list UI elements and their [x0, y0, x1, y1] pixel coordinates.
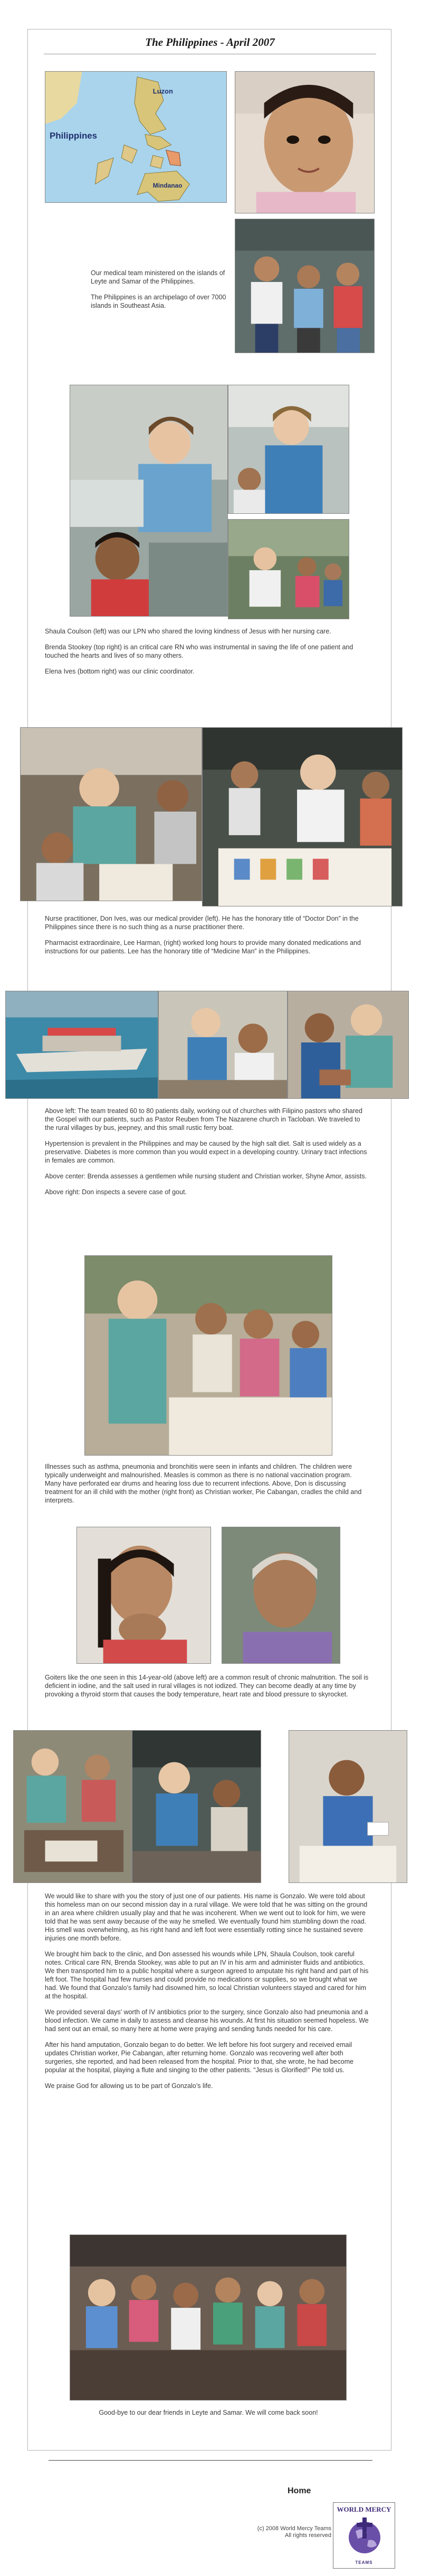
- story-paragraph: We brought him back to the clinic, and Don assessed his wounds while LPN, Shaula Coulson, took careful notes. Critical care RN, Brenda Stookey, was able to put an IV in his arm and administer fluids and antibiotics. We then transported him to a public hospital where a surgeon agreed to amputate his right hand and part of his left foot. The hospital had few nurses and could provide no medications or supplies, so we brought what we had. We found that Gonzalo’s family had disowned him, so local Christian volunteers stayed and cared for him at the hospital.: [45, 1950, 369, 2000]
- caption-paragraph: Shaula Coulson (left) was our LPN who shared the loving kindness of Jesus with her nursing care.: [45, 628, 331, 635]
- goiter-patient-photo: [76, 1527, 211, 1664]
- child-treatment-photo: [84, 1255, 332, 1456]
- nurse-practitioner-don-photo: [20, 727, 202, 901]
- elderly-patient-photo: [222, 1527, 340, 1664]
- caption-paragraph: Goiters like the one seen in this 14-year-old (above left) are a common result of chronic malnutrition. The soil is deficient in iodine, and the salt used in rural villages is not iodized. They can become deadly at any time by provoking a thyroid storm that causes the body temperature, heart rate and blood pressure to skyrocket.: [45, 1674, 369, 1698]
- section3-text: [45, 914, 369, 963]
- caption-paragraph: Nurse practitioner, Don Ives, was our medical provider (left). He has the honorary title of “Doctor Don” in the Philippines since there is no such thing as a nurse practitioner there.: [45, 915, 359, 931]
- gonzalo-hospital-photo: [289, 1730, 407, 1883]
- logo-title: WORLD MERCY: [337, 2505, 391, 2513]
- logo-subtitle: TEAMS: [355, 2560, 373, 2565]
- caption-paragraph: Above right: Don inspects a severe case of gout.: [45, 1188, 187, 1196]
- farewell-group-photo: [70, 2235, 347, 2401]
- world-mercy-teams-logo[interactable]: [333, 2502, 395, 2569]
- page-title: The Philippines - April 2007: [145, 36, 275, 48]
- ferry-boat-photo: [5, 991, 158, 1099]
- globe-cross-icon: [346, 2516, 383, 2558]
- caption-paragraph: Above left: The team treated 60 to 80 patients daily, working out of churches with Filipino pastors who shared the Gospel with our patients, such as Pastor Reuben from The Nazarene church in Tacloban. We traveled to the rural villages by bus, jeepney, and this small rustic ferry boat.: [45, 1107, 362, 1131]
- caption-paragraph: Illnesses such as asthma, pneumonia and bronchitis were seen in infants and children. The children were typically underweight and malnourished. Measles is common as there is no national vaccination program. Many have perforated ear drums and hearing loss due to recurrent infections. Above, Don is discussing treatment for an ill child with the mother (right front) as Christian worker, Pie Cabangan, cradles the child and interprets.: [45, 1463, 362, 1504]
- copyright-line: (c) 2008 World Mercy Teams: [257, 2525, 331, 2532]
- nurse-brenda-photo: [228, 385, 349, 514]
- section4-text: [45, 1107, 369, 1204]
- three-children-photo: [235, 219, 375, 353]
- home-link[interactable]: Home: [288, 2486, 311, 2495]
- intro-text: [91, 269, 231, 317]
- story-paragraph: We would like to share with you the story of just one of our patients. His name is Gonzalo. We were told about this homeless man on our second mission day in a rural village. We were told that he was sitting on the ground in an area where children usually play and that he was incoherent. When we went out to look for him, we were told that he was sent away because of the way he smelled. We eventually found him stumbling down the road. His smell was overwhelming, as his right hand and left foot were essentially rotting since he sustained severe injuries one month before.: [45, 1892, 368, 1942]
- intro-paragraph: The Philippines is an archipelago of over 7000 islands in Southeast Asia.: [91, 294, 226, 309]
- section2-text: [45, 627, 369, 683]
- section5-text: [45, 1462, 369, 1512]
- footer-divider: [49, 2460, 372, 2461]
- closing-caption: Good-bye to our dear friends in Leyte and Samar. We will come back soon!: [99, 2409, 318, 2416]
- copyright-notice: [221, 2525, 331, 2539]
- intro-paragraph: Our medical team ministered on the islands of Leyte and Samar of the Philippines.: [91, 269, 225, 285]
- section6-text: [45, 1673, 369, 1706]
- nurse-shaula-photo: [70, 385, 228, 617]
- gonzalo-wound-care-photo: [13, 1730, 132, 1883]
- coordinator-elena-photo: [228, 519, 349, 619]
- gonzalo-iv-photo: [132, 1730, 261, 1883]
- map-label-philippines: Philippines: [49, 130, 98, 141]
- copyright-line: All rights reserved: [284, 2532, 331, 2539]
- caption-paragraph: Above center: Brenda assesses a gentlemen while nursing student and Christian worker, Shyne Amor, assists.: [45, 1173, 367, 1180]
- map-label-luzon: Luzon: [152, 87, 173, 95]
- story-paragraph: We provided several days' worth of IV antibiotics prior to the surgery, since Gonzalo also had pneumonia and a blood infection. We came in daily to assess and cleanse his wounds. At first his situation seemed hopeless. We had sent out an email, so many here at home were praying and sending funds needed for his care.: [45, 2008, 369, 2033]
- story-paragraph: We praise God for allowing us to be part of Gonzalo’s life.: [45, 2082, 213, 2090]
- gonzalo-story-text: [45, 1892, 369, 2097]
- brenda-assessing-photo: [158, 991, 288, 1099]
- caption-paragraph: Pharmacist extraordinaire, Lee Harman, (right) worked long hours to provide many donated medications and instructions for our patients. Lee has the honorary title of “Medicine Man” in the Philippines.: [45, 939, 361, 955]
- pharmacist-lee-photo: [202, 727, 403, 906]
- gout-inspection-photo: [288, 991, 409, 1099]
- caption-paragraph: Hypertension is prevalent in the Philippines and may be caused by the high salt diet. Salt is used widely as a preservative. Diabetes is more common than you would expect in a developing country. Urinary tract infections in females are common.: [45, 1140, 367, 1164]
- caption-paragraph: Elena Ives (bottom right) was our clinic coordinator.: [45, 668, 195, 675]
- map-label-mindanao: Mindanao: [152, 182, 183, 190]
- caption-paragraph: Brenda Stookey (top right) is an critical care RN who was instrumental in saving the life of one patient and touched the hearts and lives of so many others.: [45, 643, 353, 659]
- story-paragraph: After his hand amputation, Gonzalo began to do better. We left before his foot surgery and received email updates Christian worker, Pie Cabangan, after returning home. Gonzalo was recovering well after both surgeries, she reported, and had been released from the hospital. Prior to that, she wrote, he had become popular at the hospital, playing a flute and singing to the other patients. “Jesus is Glorified!” Pie told us.: [45, 2041, 354, 2074]
- child-portrait-photo: [235, 71, 375, 213]
- philippines-map-image: [45, 71, 227, 203]
